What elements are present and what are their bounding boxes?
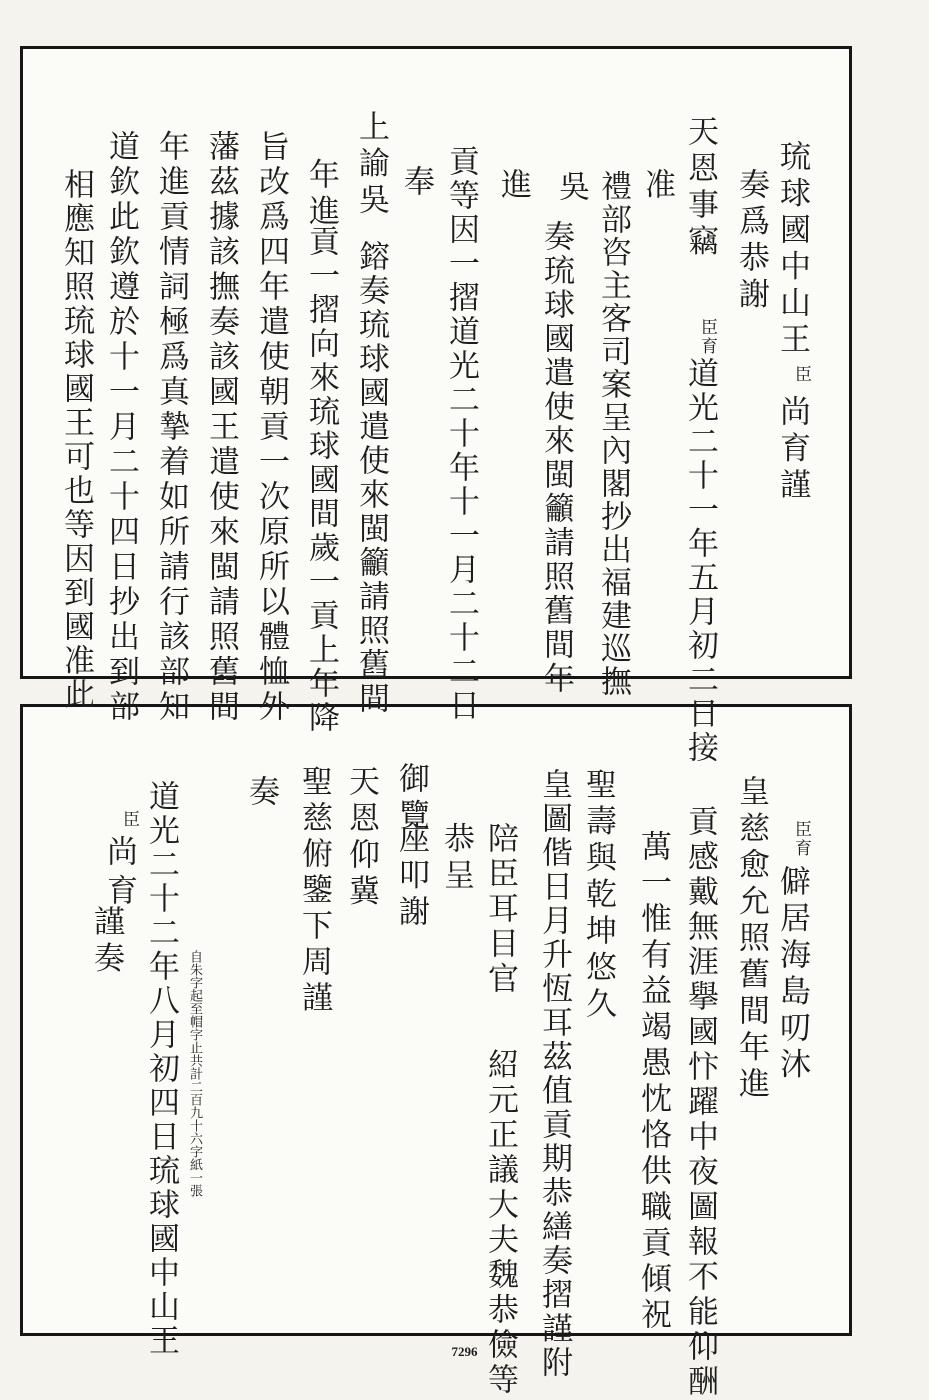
- text-column: 相應知照琉球國王可也等因到國准此: [58, 168, 94, 712]
- document-page-top: [20, 46, 852, 679]
- text-column: 陪臣耳目官: [482, 822, 518, 997]
- text-column: 道欽此欽遵於十一月二十四日抄出到部: [103, 130, 139, 725]
- text-column: 吳: [553, 170, 589, 207]
- text-column: 年進貢情詞極爲真摯着如所請行該部知: [153, 130, 189, 725]
- text-column: 進: [495, 168, 531, 205]
- text-column: 旨改爲四年遣使朝貢一次原所以體恤外: [253, 130, 289, 725]
- text-column: 天恩事竊: [682, 115, 718, 261]
- page-number: 7296: [451, 1344, 478, 1359]
- text-column-minister: 臣育: [791, 820, 811, 858]
- text-column: 年進: [303, 158, 339, 231]
- text-column-minister: 臣: [119, 810, 139, 829]
- text-column: 奏琉球國遣使來閩籲請照舊間年: [538, 220, 574, 696]
- text-column: 鎔奏琉球國遣使來閩籲請照舊間: [353, 240, 389, 716]
- text-column: 皇慈愈允照舊間年進: [733, 775, 769, 1104]
- text-column: 琉球國中山王: [774, 140, 810, 359]
- text-column: 萬一惟有益竭愚忱恪供職貢傾祝: [635, 830, 671, 1334]
- text-column: 謹奏: [88, 905, 124, 978]
- text-column: 奏: [243, 775, 279, 812]
- text-column: 尚育謹: [774, 395, 810, 505]
- annotation-note: 自朱字起至帽字止共計二百九十六字紙一張: [187, 950, 202, 1197]
- text-column: 聖慈俯鑒下周謹: [296, 765, 332, 1017]
- text-column: 恭呈: [438, 822, 474, 895]
- text-column: 道光二十一年五月初二日接: [682, 357, 718, 765]
- text-column: 奏爲恭謝: [733, 168, 769, 314]
- text-column: 貢一摺向來琉球國間歲一貢上年降: [303, 225, 339, 735]
- text-column: 上諭吳: [353, 110, 389, 220]
- date-column: 道光二十二年八月初四日琉球國中山王: [143, 780, 179, 1358]
- text-column: 皇圖偕日月升恆耳茲值貢期恭繕奏摺謹附: [536, 768, 572, 1380]
- text-column: 貢感戴無涯擧國忭躍中夜圖報不能仰酬: [682, 805, 718, 1400]
- text-column: 准: [639, 168, 675, 205]
- text-column-minister: 臣育: [697, 318, 717, 356]
- text-column: 尚育: [101, 835, 137, 913]
- text-column: 貢等因一摺道光二十年十一月二十二日: [443, 145, 479, 723]
- text-column: 紹元正議大夫魏恭儉等: [482, 1048, 518, 1398]
- text-column: 天恩仰冀: [343, 765, 379, 911]
- text-column-minister: 臣: [791, 365, 811, 384]
- text-column: 聖壽與乾坤悠久: [580, 768, 616, 1024]
- text-column: 僻居海島叨沐: [774, 865, 810, 1084]
- text-column: 奉: [398, 165, 434, 202]
- text-column: 禮部咨主客司案呈內閣抄出福建巡撫: [595, 170, 631, 698]
- text-column: 藩茲據該撫奏該國王遣使來閩請照舊間: [203, 130, 239, 725]
- text-column: 座叩謝: [393, 822, 429, 932]
- text-column: 御覽: [393, 762, 429, 835]
